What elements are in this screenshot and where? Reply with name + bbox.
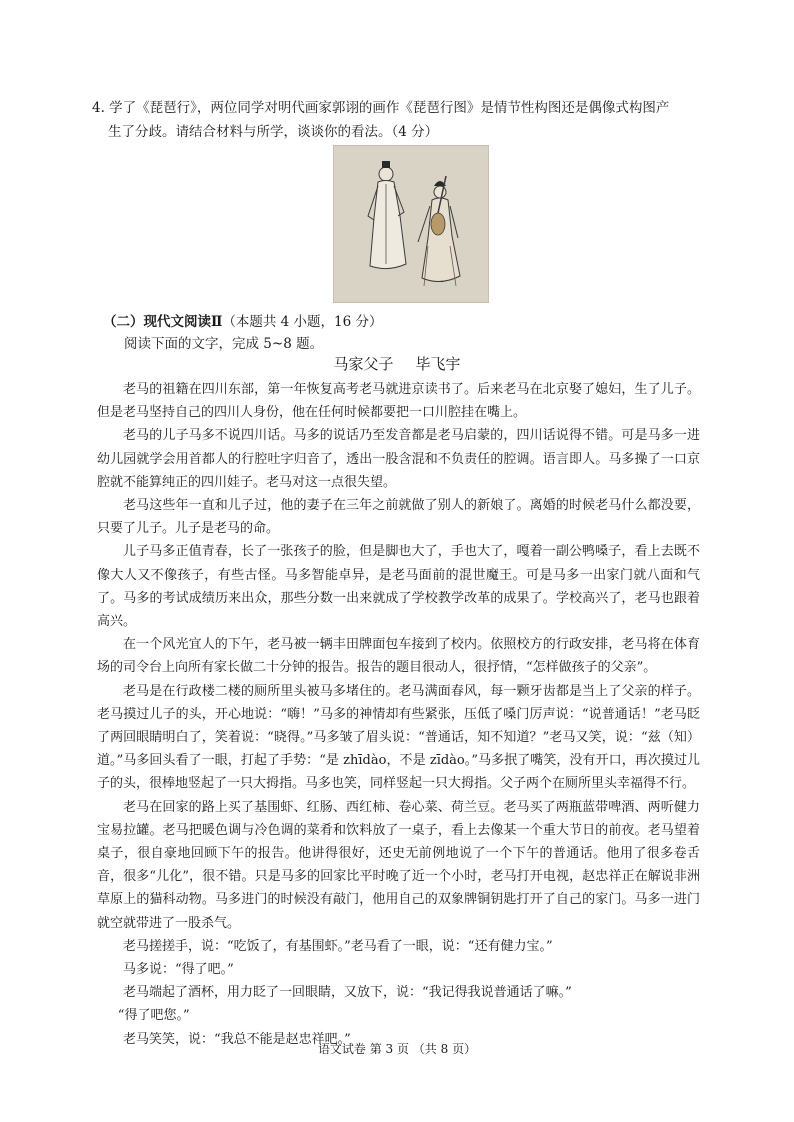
painting-figures-illustration (334, 146, 488, 302)
paragraph: 老马搓搓手，说：“吃饭了，有基围虾。”老马看了一眼，说：“还有健力宝。” (123, 938, 553, 954)
paragraph: 老马的儿子马多不说四川话。马多的说话乃至发音都是老马启蒙的，四川话说得不错。可是马多一进幼儿园就学会用首都人的行腔吐字归音了，透出一股含混和不负责任的腔调。语言即人。马多操了一口京腔就不能算纯正的四川娃子。老马对这一点很失望。 (97, 428, 700, 490)
page-footer: 语文试卷 第 3 页 （共 8 页） (317, 1042, 477, 1056)
article-body (97, 378, 700, 1051)
section-heading (103, 312, 383, 332)
paragraph: 马多说：“得了吧。” (123, 962, 234, 978)
question-4-line-2: 生了分歧。请结合材料与所学，谈谈你的看法。（4 分） (108, 124, 439, 140)
section-heading-note: （本题共 4 小题，16 分） (222, 314, 383, 330)
paragraph: 儿子马多正值青春，长了一张孩子的脸，但是脚也大了，手也大了，嘎着一副公鸭嗓子，看上去既不像大人又不像孩子，有些古怪。马多智能卓异，是老马面前的混世魔王。可是马多一出家门就八面和气了。马多的考试成绩历来出众，那些分数一出来就成了学校教学改革的成果了。学校高兴了，老马也跟着高兴。 (97, 544, 700, 630)
paragraph: 老马在回家的路上买了基围虾、红肠、西红柿、卷心菜、荷兰豆。老马买了两瓶蓝带啤酒、两听健力宝易拉罐。老马把暖色调与冷色调的菜肴和饮料放了一桌子，看上去像某一个重大节日的前夜。老马望着桌子，很自豪地回顾下午的报告。他讲得很好，还史无前例地说了一个下午的普通话。他用了很多卷舌音，很多“儿化”，很不错。只是马多的回家比平时晚了近一个小时，老马打开电视，赵忠祥正在解说非洲草原上的猫科动物。马多进门的时候没有敲门，他用自己的双象牌铜钥匙打开了自己的家门。马多一进门就空就带进了一股杀气。 (97, 799, 700, 931)
article-title-line (0, 353, 794, 375)
question-4 (92, 96, 712, 144)
paragraph: 老马是在行政楼二楼的厕所里头被马多堵住的。老马满面春风，每一颗牙齿都是当上了父亲的样子。老马摸过儿子的头，开心地说：“嗨！”马多的神情却有些紧张，压低了嗓门厉声说：“说普通话！”老马眨了两回眼睛明白了，笑着说：“晓得。”马多皱了眉头说：“普通话，知不知道？”老马又笑，说：“兹（知）道。”马多回头看了一眼，打起了手势：“是 zhīdào，不是 zīdào。”马多抿了嘴笑，没有开口，再次摸过儿子的头，很棒地竖起了一只大拇指。马多也笑，同样竖起一只大拇指。父子两个在厕所里头幸福得不行。 (97, 683, 700, 792)
paragraph: 老马端起了酒杯，用力眨了一回眼睛，又放下，说：“我记得我说普通话了嘛。” (123, 985, 572, 1001)
paragraph: 在一个风光宜人的下午，老马被一辆丰田牌面包车接到了校内。依照校方的行政安排，老马将在体育场的司令台上向所有家长做二十分钟的报告。报告的题目很动人，很抒情，“怎样做孩子的父亲”。 (97, 637, 700, 676)
paragraph: “得了吧您。” (117, 1008, 190, 1024)
section-heading-title: （二）现代文阅读Ⅱ (103, 314, 223, 330)
question-4-line-1: 4. 学了《琵琶行》，两位同学对明代画家郭诩的画作《琵琶行图》是情节性构图还是偶像式构图产 (92, 100, 670, 116)
reading-instruction: 阅读下面的文字，完成 5~8 题。 (124, 336, 324, 352)
painting-pipa-xing-tu (333, 145, 489, 303)
article-author: 毕飞宇 (415, 355, 461, 373)
article-title: 马家父子 (333, 355, 394, 373)
paragraph: 老马笑笑，说：“我总不能是赵忠祥吧。” (123, 1031, 351, 1047)
paragraph: 老马这些年一直和儿子过，他的妻子在三年之前就做了别人的新娘了。离婚的时候老马什么都没要，只要了儿子。儿子是老马的命。 (97, 498, 700, 537)
paragraph: 老马的祖籍在四川东部，第一年恢复高考老马就进京读书了。后来老马在北京娶了媳妇，生了儿子。但是老马坚持自己的四川人身份，他在任何时候都要把一口川腔挂在嘴上。 (97, 382, 700, 421)
